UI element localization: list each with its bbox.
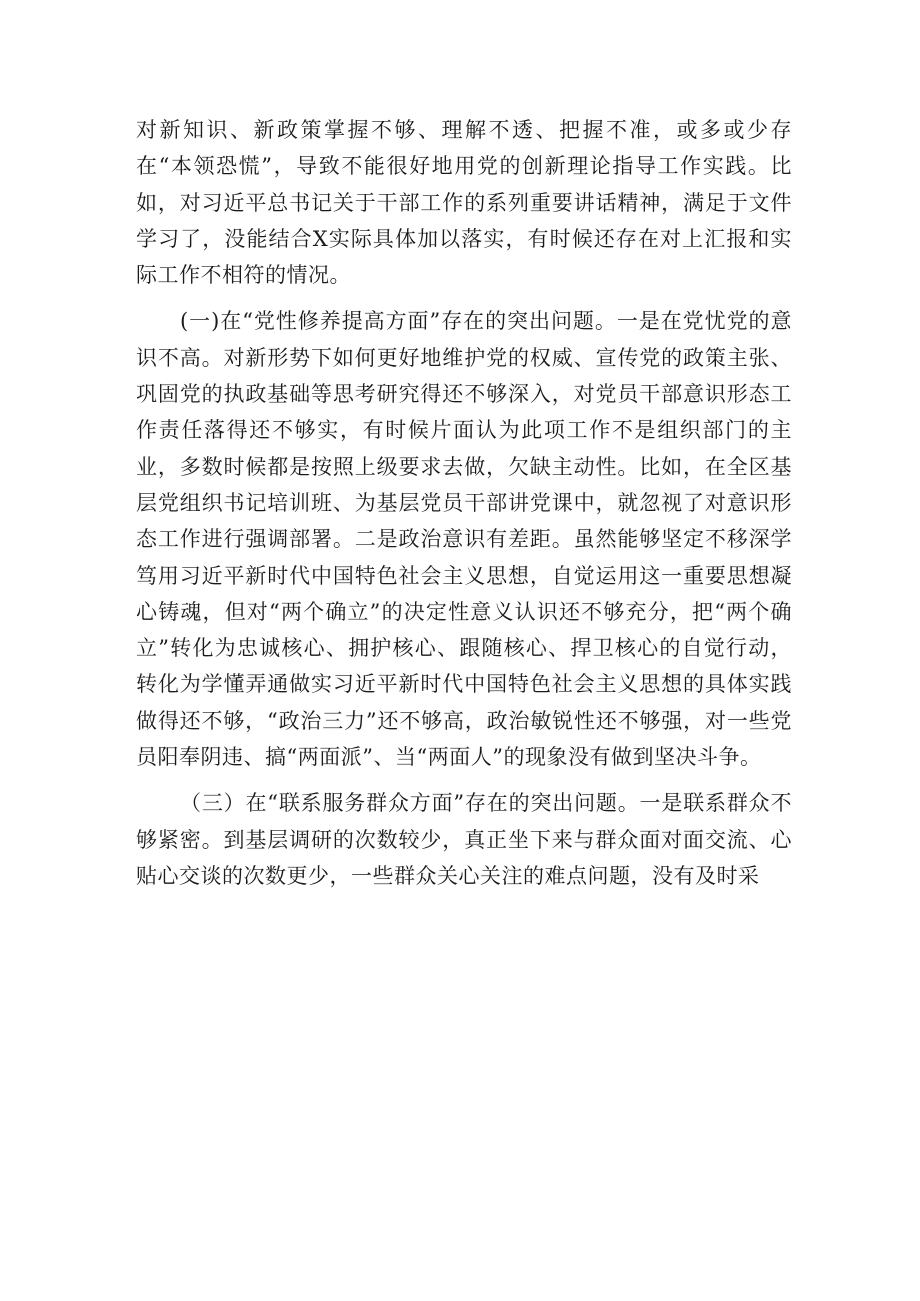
paragraph-party-spirit: (一)在“党性修养提高方面”存在的突出问题。一是在党忧党的意识不高。对新形势下如何更好地维护党的权威、宣传党的政策主张、巩固党的执政基础等思考研究得还不够深入，对党员干部意识形态工作责任落得还不够实，有时候片面认为此项工作不是组织部门的主业，多数时候都是按照上级要求去做，欠缺主动性。比如，在全区基层党组织书记培训班、为基层党员干部讲党课中，就忽视了对意识形态工作进行强调部署。二是政治意识有差距。虽然能够坚定不移深学笃用习近平新时代中国特色社会主义思想，自觉运用这一重要思想凝心铸魂，但对“两个确立”的决定性意义认识还不够充分，把“两个确立”转化为忠诚核心、拥护核心、跟随核心、捍卫核心的自觉行动，转化为学懂弄通做实习近平新时代中国特色社会主义思想的具体实践做得还不够，“政治三力”还不够高，政治敏锐性还不够强，对一些党员阳奉阴违、搞“两面派”、当“两面人”的现象没有做到坚决斗争。 <box>136 309 792 770</box>
document-body <box>136 112 792 894</box>
paragraph-serving-masses: （三）在“联系服务群众方面”存在的突出问题。一是联系群众不够紧密。到基层调研的次数较少，真正坐下来与群众面对面交流、心贴心交谈的次数更少，一些群众关心关注的难点问题，没有及时采 <box>136 791 792 888</box>
paragraph-continuation: 对新知识、新政策掌握不够、理解不透、把握不准，或多或少存在“本领恐慌”，导致不能很好地用党的创新理论指导工作实践。比如，对习近平总书记关于干部工作的系列重要讲话精神，满足于文件学习了，没能结合X实际具体加以落实，有时候还存在对上汇报和实际工作不相符的情况。 <box>136 118 792 288</box>
